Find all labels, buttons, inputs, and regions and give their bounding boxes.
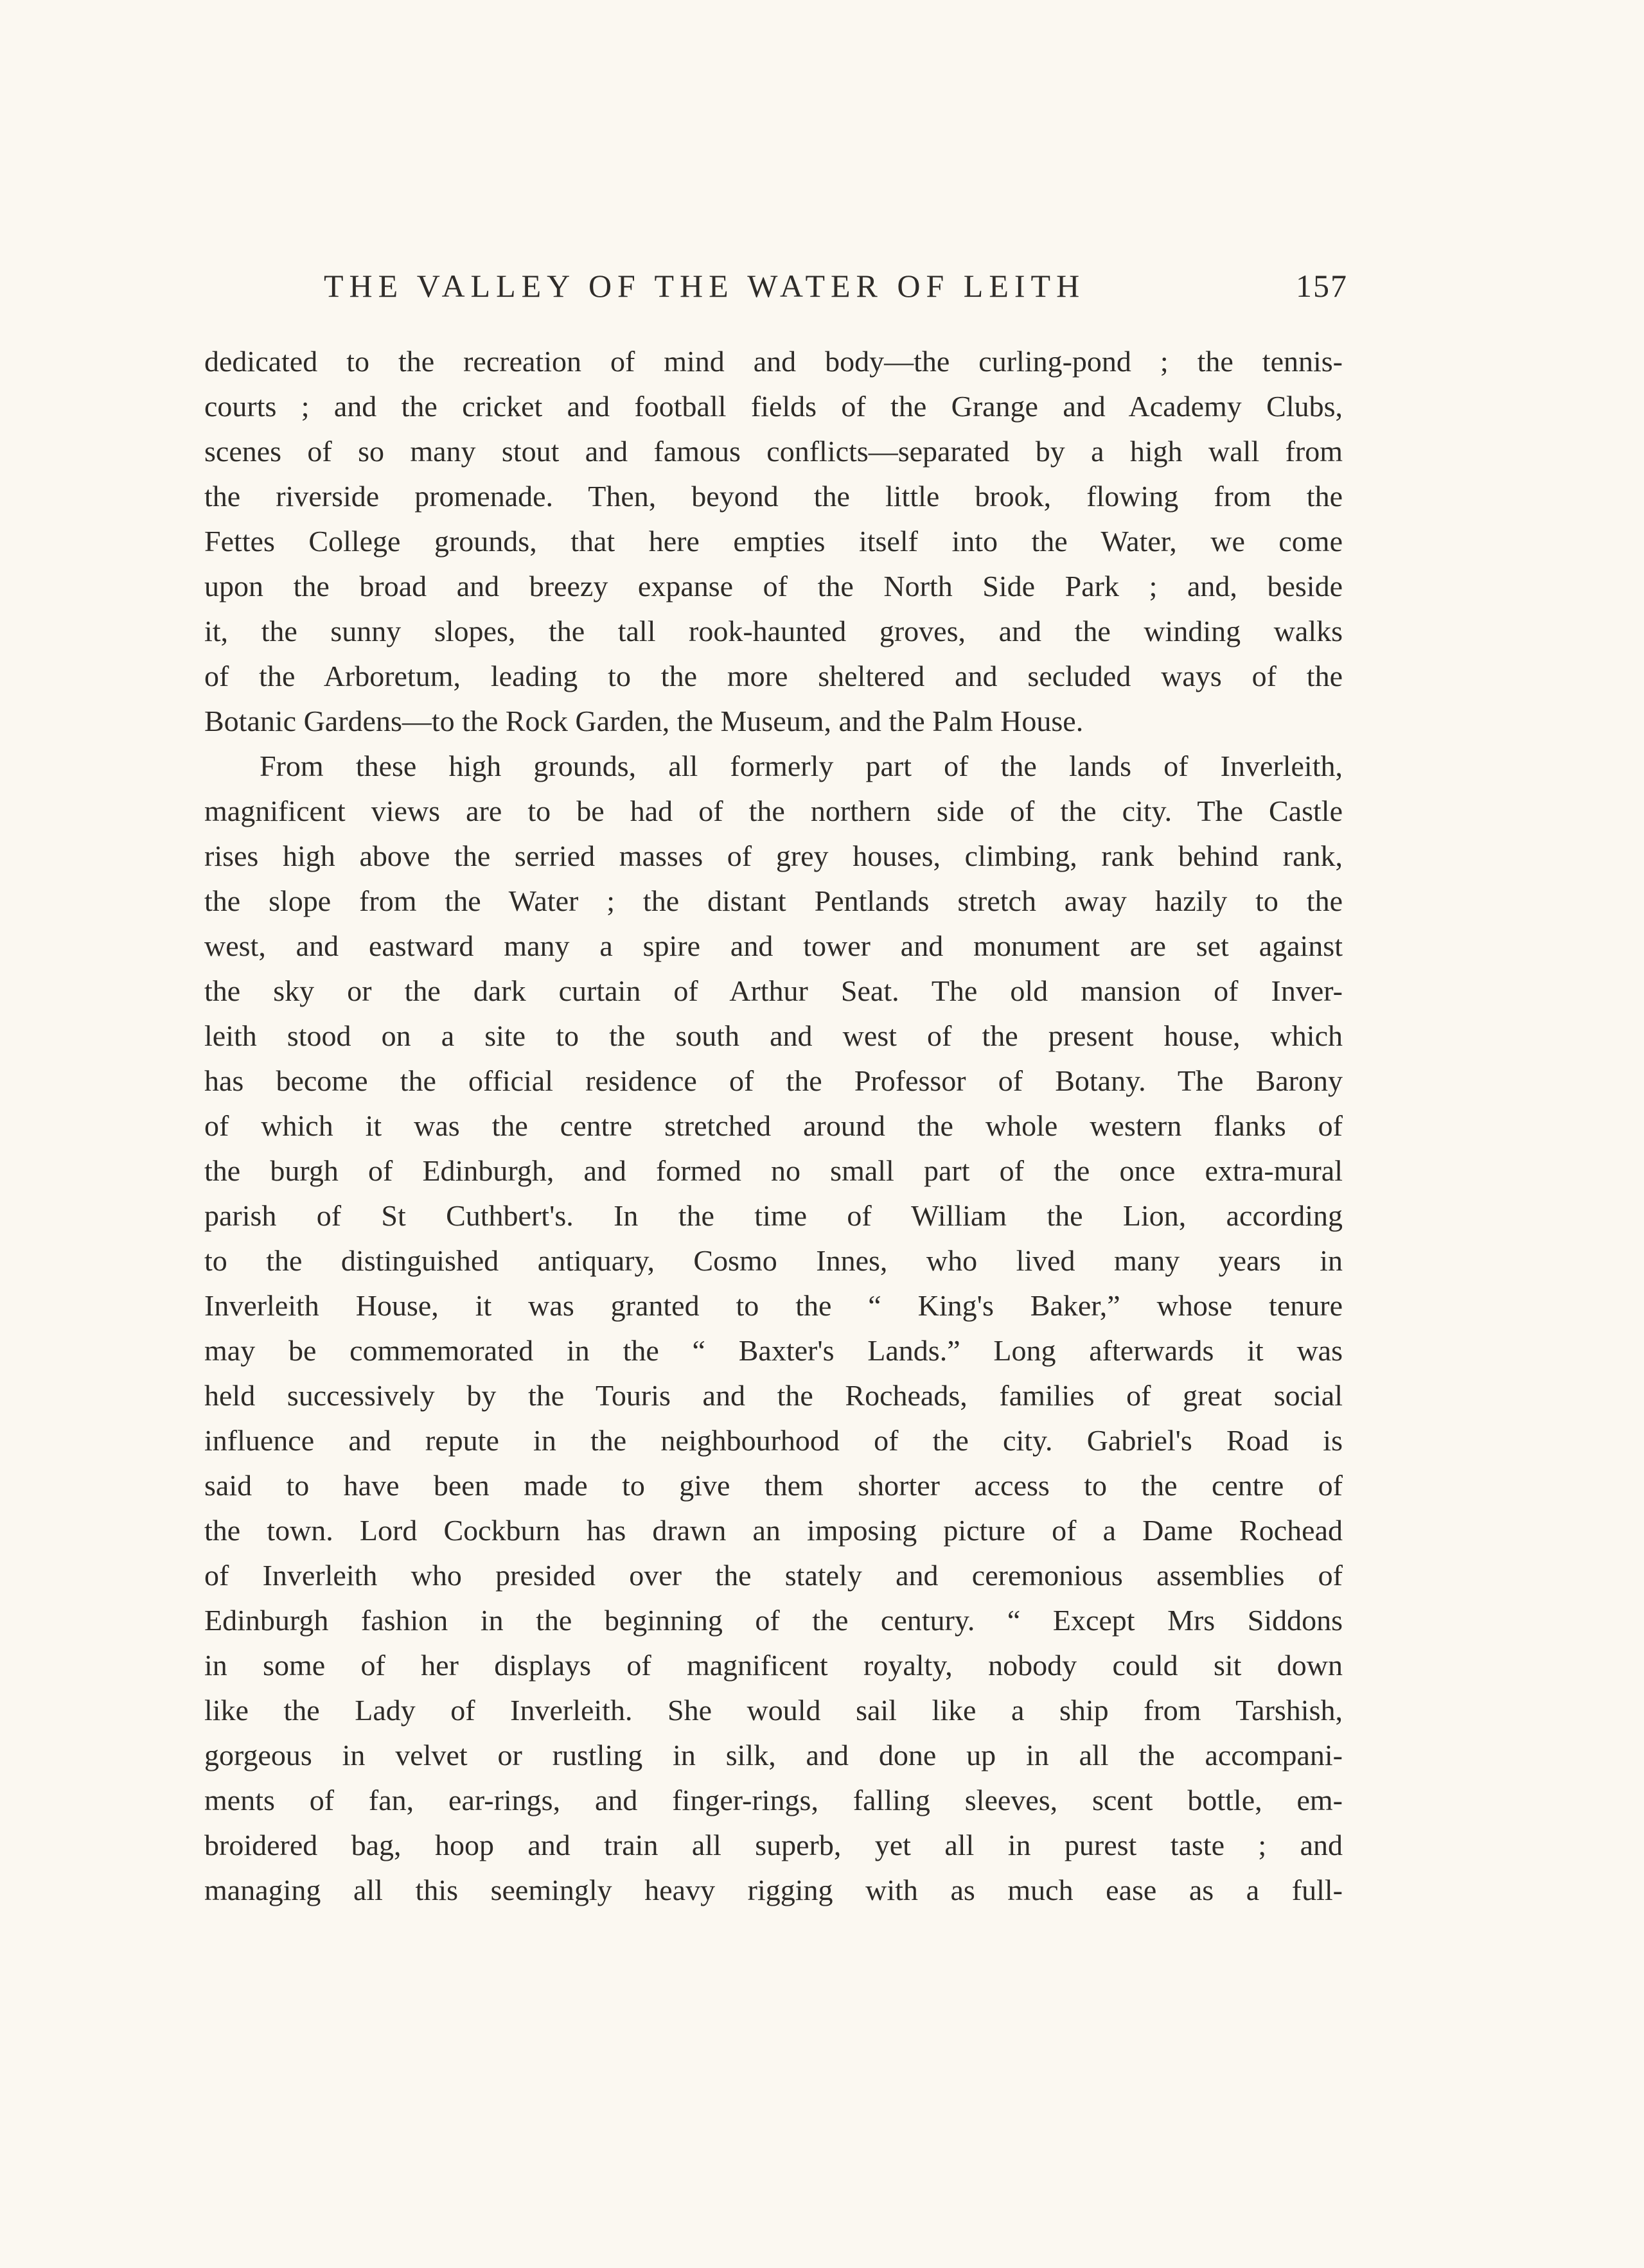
text-line: the riverside promenade. Then, beyond the little brook, flowing from the bbox=[204, 480, 1343, 513]
text-line: it, the sunny slopes, the tall rook-haunted groves, and the winding walks bbox=[204, 615, 1343, 647]
text-line: gorgeous in velvet or rustling in silk, and done up in all the accompani- bbox=[204, 1739, 1343, 1771]
text-line: rises high above the serried masses of grey houses, climbing, rank behind rank, bbox=[204, 840, 1343, 872]
text-line: broidered bag, hoop and train all superb, yet all in purest taste ; and bbox=[204, 1829, 1343, 1861]
body-text bbox=[204, 339, 1343, 1913]
text-line: scenes of so many stout and famous conflicts—separated by a high wall from bbox=[204, 435, 1343, 468]
text-line: said to have been made to give them shorter access to the centre of bbox=[204, 1469, 1343, 1502]
text-line: has become the official residence of the Professor of Botany. The Barony bbox=[204, 1064, 1343, 1097]
text-line: influence and repute in the neighbourhood of the city. Gabriel's Road is bbox=[204, 1424, 1343, 1457]
text-line: ments of fan, ear-rings, and finger-rings, falling sleeves, scent bottle, em- bbox=[204, 1784, 1343, 1816]
text-line: Edinburgh fashion in the beginning of the century. “ Except Mrs Siddons bbox=[204, 1604, 1343, 1637]
text-line: magnificent views are to be had of the northern side of the city. The Castle bbox=[204, 795, 1343, 827]
page-number: 157 bbox=[1296, 268, 1348, 304]
text-line: to the distinguished antiquary, Cosmo Innes, who lived many years in bbox=[204, 1244, 1343, 1277]
text-line: courts ; and the cricket and football fields of the Grange and Academy Clubs, bbox=[204, 390, 1343, 423]
text-line: Botanic Gardens—to the Rock Garden, the Museum, and the Palm House. bbox=[204, 705, 1084, 737]
text-line: in some of her displays of magnificent royalty, nobody could sit down bbox=[204, 1649, 1343, 1682]
running-head bbox=[204, 263, 1348, 315]
text-line: may be commemorated in the “ Baxter's Lands.” Long afterwards it was bbox=[204, 1334, 1343, 1367]
text-line: of which it was the centre stretched around the whole western flanks of bbox=[204, 1109, 1343, 1142]
text-line: of Inverleith who presided over the stately and ceremonious assemblies of bbox=[204, 1559, 1343, 1592]
text-line: the town. Lord Cockburn has drawn an imposing picture of a Dame Rochead bbox=[204, 1514, 1343, 1547]
text-line: upon the broad and breezy expanse of the North Side Park ; and, beside bbox=[204, 570, 1343, 602]
text-line: parish of St Cuthbert's. In the time of William the Lion, according bbox=[204, 1199, 1343, 1232]
running-title: THE VALLEY OF THE WATER OF LEITH bbox=[324, 268, 1086, 304]
text-line: managing all this seemingly heavy rigging with as much ease as a full- bbox=[204, 1874, 1343, 1906]
text-line: From these high grounds, all formerly part of the lands of Inverleith, bbox=[260, 750, 1343, 782]
text-line: Inverleith House, it was granted to the “ King's Baker,” whose tenure bbox=[204, 1289, 1343, 1322]
text-line: like the Lady of Inverleith. She would sail like a ship from Tarshish, bbox=[204, 1694, 1343, 1727]
text-line: west, and eastward many a spire and tower and monument are set against bbox=[204, 929, 1343, 962]
text-line: the burgh of Edinburgh, and formed no small part of the once extra-mural bbox=[204, 1154, 1343, 1187]
text-line: of the Arboretum, leading to the more sheltered and secluded ways of the bbox=[204, 660, 1343, 692]
text-line: the sky or the dark curtain of Arthur Seat. The old mansion of Inver- bbox=[204, 974, 1343, 1007]
text-line: leith stood on a site to the south and west of the present house, which bbox=[204, 1019, 1343, 1052]
text-line: the slope from the Water ; the distant Pentlands stretch away hazily to the bbox=[204, 884, 1343, 917]
text-line: dedicated to the recreation of mind and body—the curling-pond ; the tennis- bbox=[204, 345, 1343, 378]
text-line: held successively by the Touris and the Rocheads, families of great social bbox=[204, 1379, 1343, 1412]
text-line: Fettes College grounds, that here empties itself into the Water, we come bbox=[204, 525, 1343, 558]
